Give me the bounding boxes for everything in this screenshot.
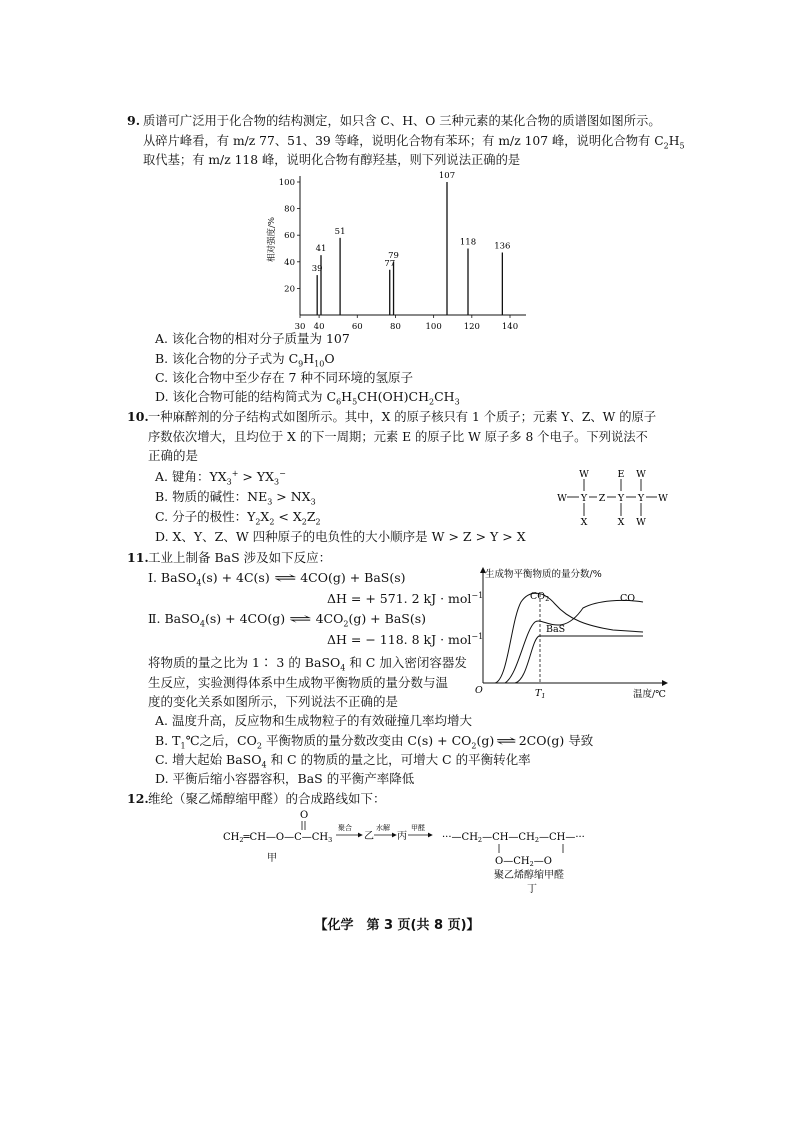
- scheme-label-yi: 乙: [364, 831, 374, 842]
- q9-stem-line2: 从碎片峰看，有 m/z 77、51、39 等峰，说明化合物有苯环；有 m/z 107 峰，说明化合物有 $C_2H_5$: [143, 134, 685, 151]
- scheme-step-3: 甲醛: [411, 824, 425, 832]
- q10-stem-line1: 一种麻醉剂的分子结构式如图所示。其中，X 的原子核只有 1 个质子；元素 Y、Z、W 的原子: [148, 410, 657, 424]
- peak-label-39: 39: [311, 264, 323, 275]
- x-tick-label: 40: [313, 322, 325, 332]
- scheme-polymer-chain: $\cdot\cdot\cdot—CH_2—CH—CH_2—CH—\cdot\cdot\cdot$: [442, 832, 585, 844]
- chart-y-axis-label: 相对强度/%: [267, 217, 277, 262]
- q10-option-d: D. X、Y、Z、W 四种原子的电负性的大小顺序是 W > Z > Y > X: [155, 529, 526, 544]
- scheme-carbonyl-o: O: [300, 810, 309, 821]
- peak-label-107: 107: [438, 171, 456, 181]
- bas-label: BaS: [546, 624, 566, 635]
- mol-atom-y2: Y: [617, 493, 625, 504]
- q10-stem-line2: 序数依次增大，且均位于 X 的下一周期；元素 E 的原子比 W 原子多 8 个电子。下列说法不: [148, 430, 648, 444]
- scheme-label-jia: 甲: [267, 853, 277, 864]
- x-tick-label: 60: [351, 322, 363, 332]
- co-curve: [505, 600, 643, 683]
- q11-option-a: A. 温度升高，反应物和生成物粒子的有效碰撞几率均增大: [155, 713, 472, 728]
- t1-label: $T_1$: [535, 688, 546, 700]
- q10-option-a: A. 键角：$YX_3^+ > YX_3^-$: [155, 468, 286, 487]
- q11-option-b: B. $T_1℃$之后，$CO_2$ 平衡物质的量分数改变由 $C(s) + CO_2(g)$ ⇌ 2CO(g) 导致: [155, 733, 594, 751]
- x-tick-label: 120: [463, 322, 480, 332]
- x-tick-label: 80: [390, 322, 401, 332]
- q12-number: 12.: [127, 791, 149, 806]
- bas-curve: [515, 636, 643, 683]
- mol-atom-w-left: W: [557, 493, 567, 504]
- q11-reaction-2-enthalpy: ΔH = − 118. 8 kJ · mol$^{-1}$: [327, 631, 484, 647]
- q9-option-b: B. 该化合物的分子式为 $C_9H_{10}O$: [155, 351, 335, 369]
- chart-bars: [312, 171, 511, 315]
- q9-option-a: A. 该化合物的相对分子质量为 107: [155, 331, 350, 346]
- mol-top-w2: W: [636, 469, 646, 480]
- scheme-product-name: 聚乙烯醇缩甲醛: [494, 870, 564, 881]
- q10-number: 10.: [127, 409, 149, 424]
- peak-label-118: 118: [459, 237, 477, 248]
- graph-origin: O: [475, 685, 483, 696]
- scheme-vinyl-acetate: $CH_2═CH—O—C—CH_3$: [223, 832, 333, 844]
- peak-label-136: 136: [494, 241, 511, 252]
- q11-reaction-1-enthalpy: ΔH = + 571. 2 kJ · mol$^{-1}$: [327, 590, 484, 606]
- mol-top-w1: W: [579, 469, 589, 480]
- peak-label-51: 51: [334, 226, 346, 237]
- scheme-step-1: 聚合: [338, 824, 352, 832]
- y-tick-label: 40: [284, 257, 295, 268]
- q9-stem-line3: 取代基；有 m/z 118 峰，说明化合物有醇羟基，则下列说法正确的是: [143, 153, 521, 167]
- graph-x-label: 温度/℃: [633, 689, 666, 700]
- y-tick-label: 60: [284, 231, 295, 242]
- page-footer: 【化学 第 3 页(共 8 页)】: [314, 918, 480, 933]
- x-tick-label: 100: [425, 322, 442, 332]
- q11-stem-line2: 将物质的量之比为 1∶ 3 的 BaSO$_4$ 和 C 加入密闭容器发: [148, 655, 467, 673]
- peak-label-41: 41: [315, 244, 327, 255]
- synthesis-scheme: [220, 808, 620, 894]
- q11-stem-line1: 工业上制备 BaS 涉及如下反应：: [148, 550, 332, 565]
- chart-axes: [300, 176, 526, 315]
- mass-spectrum-chart: [262, 166, 534, 332]
- q11-option-c: C. 增大起始 BaSO$_4$ 和 C 的物质的量之比，可增大 C 的平衡转化率: [155, 752, 531, 770]
- y-tick-label: 20: [284, 284, 295, 295]
- peak-label-79: 79: [388, 250, 399, 261]
- q11-reaction-2: Ⅱ. BaSO$_4$(s) + 4CO(g) ⇌ $4CO_2(g) + BaS(s)$: [148, 611, 426, 629]
- co-label: CO: [620, 593, 636, 604]
- x-tick-label: 30: [294, 322, 306, 332]
- peak-label-77: 77: [384, 258, 396, 269]
- q11-stem-line4: 度的变化关系如图所示，下列说法不正确的是: [148, 694, 399, 709]
- mol-bottom-x2: X: [617, 517, 625, 528]
- mol-atom-z: Z: [598, 493, 606, 504]
- y-tick-label: 80: [284, 204, 295, 215]
- mol-atom-y3: Y: [637, 493, 645, 504]
- q11-stem-line3: 生反应，实验测得体系中生成物平衡物质的量分数与温: [148, 675, 449, 690]
- equilibrium-graph: [473, 560, 673, 700]
- q9-option-d: D. 该化合物可能的结构简式为 $C_6H_5CH(OH)CH_2CH_3$: [155, 389, 460, 407]
- q10-option-c: C. 分子的极性：$Y_2X_2 < X_2Z_2$: [155, 509, 321, 527]
- molecule-structure: [556, 466, 671, 528]
- co2-label: $CO_2$: [530, 591, 550, 603]
- scheme-label-ding: 丁: [527, 884, 537, 894]
- q11-option-d: D. 平衡后缩小容器容积，BaS 的平衡产率降低: [155, 771, 415, 786]
- scheme-label-bing: 丙: [397, 831, 407, 842]
- y-tick-label: 100: [278, 178, 295, 188]
- scheme-step-2: 水解: [376, 824, 390, 832]
- graph-y-label: 生成物平衡物质的量分数/%: [485, 569, 602, 580]
- mol-atom-w-right: W: [658, 493, 668, 504]
- mol-bottom-w: W: [636, 517, 646, 528]
- q12-stem-line1: 维纶（聚乙烯醇缩甲醛）的合成路线如下：: [148, 791, 386, 806]
- q9-number: 9.: [127, 113, 141, 128]
- x-tick-label: 140: [501, 322, 519, 332]
- mol-top-e: E: [617, 469, 625, 480]
- q10-option-b: B. 物质的碱性：$NE_3 > NX_3$: [155, 489, 316, 507]
- q9-stem-line1: 质谱可广泛用于化合物的结构测定，如只含 C、H、O 三种元素的某化合物的质谱图如图所示。: [143, 114, 661, 128]
- q11-number: 11.: [127, 550, 149, 565]
- q11-reaction-1: Ⅰ. BaSO$_4$(s) + 4C(s) ⇌ 4CO(g) + BaS(s): [148, 570, 406, 588]
- q9-option-c: C. 该化合物中至少存在 7 种不同环境的氢原子: [155, 370, 413, 385]
- scheme-ring: $O—CH_2—O$: [495, 856, 552, 868]
- mol-bottom-x1: X: [580, 517, 588, 528]
- mol-atom-y1: Y: [580, 493, 588, 504]
- q10-stem-line3: 正确的是: [148, 448, 199, 463]
- co2-curve: [495, 593, 643, 683]
